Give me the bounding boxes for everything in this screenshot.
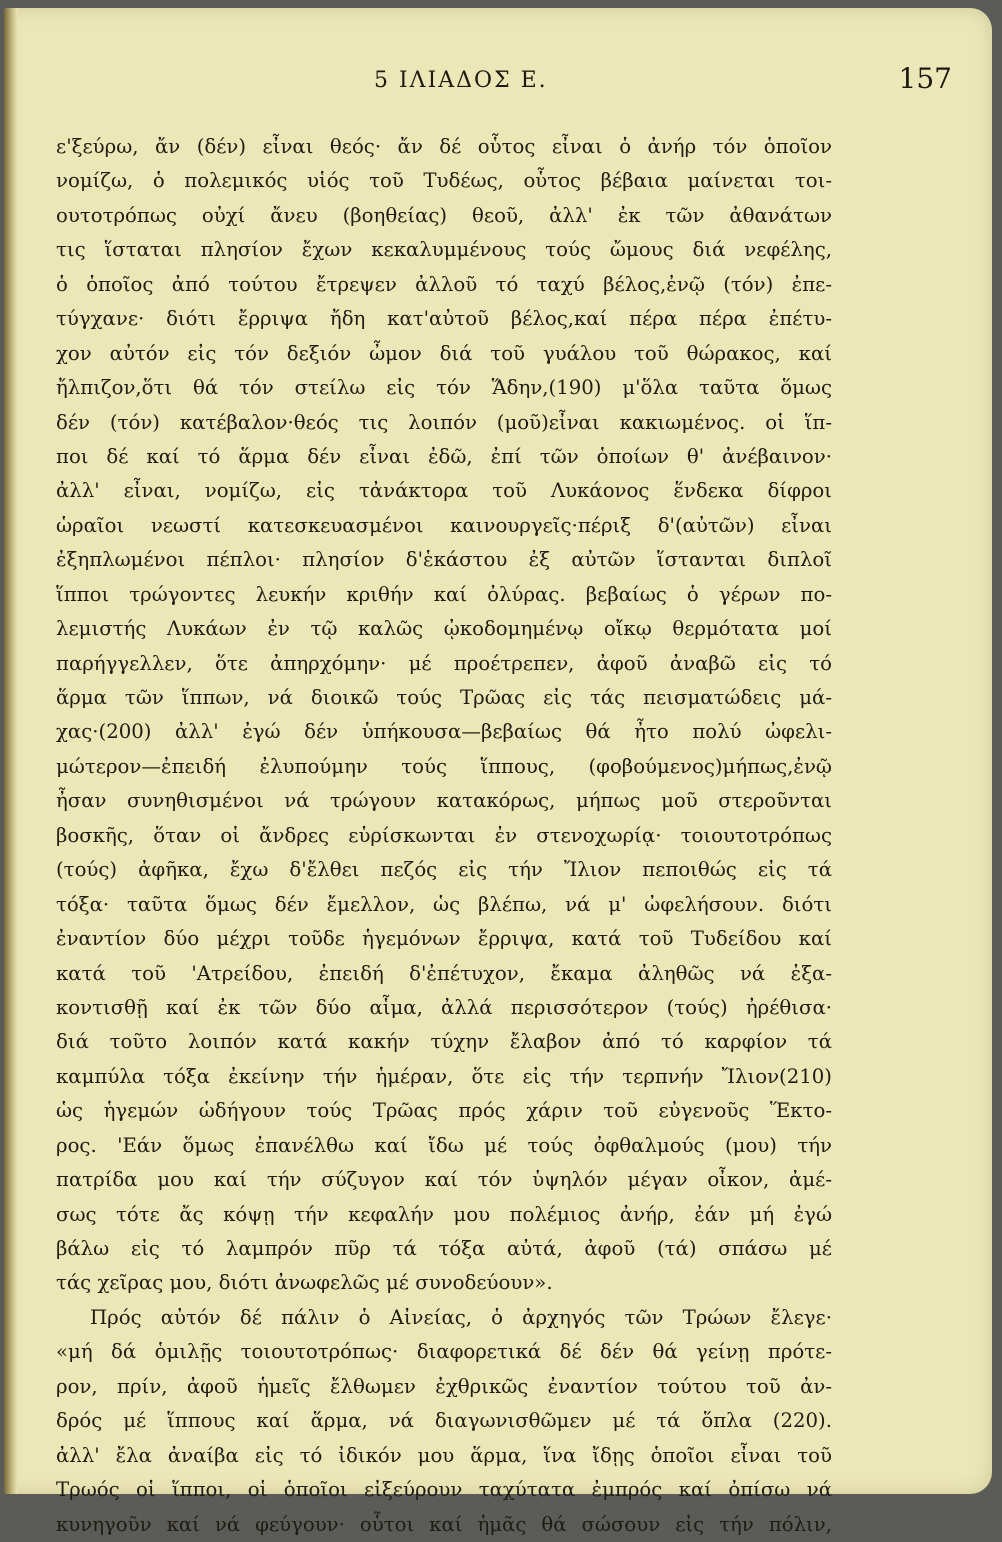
text-line: κοντισθῇ καί ἐκ τῶν δύο αἷμα, ἀλλά περισσότερον (τούς) ἠρέθισα· [56, 995, 832, 1019]
text-line: Πρός αὐτόν δέ πάλιν ὁ Αἰνείας, ὁ ἀρχηγός τῶν Τρώων ἔλεγε· [90, 1305, 832, 1329]
text-line: χον αὐτόν εἰς τόν δεξιόν ὦμον διά τοῦ γυάλου τοῦ θώρακος, καί [56, 341, 832, 365]
text-line: ὡς ἡγεμών ὡδήγουν τούς Τρῶας πρός χάριν τοῦ εὐγενοῦς Ἕκτο- [56, 1099, 832, 1123]
text-line: διά τοῦτο λοιπόν κατά κακήν τύχην ἔλαβον ἀπό τό καρφίον τά [56, 1030, 832, 1054]
text-line: καμπύλα τόξα ἐκείνην τήν ἡμέραν, ὅτε εἰς τήν τερπνήν Ἴλιον(210) [56, 1064, 832, 1088]
text-line: βάλω εἰς τό λαμπρόν πῦρ τά τόξα αὐτά, ἀφοῦ (τά) σπάσω μέ [56, 1237, 832, 1260]
text-line: βοσκῆς, ὅταν οἱ ἄνδρες εὑρίσκωνται ἐν στενοχωρίᾳ· τοιουτοτρόπως [56, 823, 832, 847]
text-line: δρός μέ ἵππους καί ἅρμα, νά διαγωνισθῶμεν μέ τά ὅπλα (220). [56, 1409, 832, 1433]
body-text [56, 130, 832, 1542]
text-line: πατρίδα μου καί τήν σύζυγον καί τόν ὑψηλόν μέγαν οἶκον, ἀμέ- [56, 1168, 832, 1192]
text-line: ἵπποι τρώγοντες λευκήν κριθήν καί ὀλύρας. βεβαίως ὁ γέρων πο- [56, 582, 832, 606]
text-line: Τρωός οἱ ἵπποι, οἱ ὁποῖοι εἰξεύρουν ταχύτατα ἐμπρός καί ὀπίσω νά [56, 1478, 832, 1502]
page-spine-shadow [4, 8, 18, 1494]
text-line: ὁ ὁποῖος ἀπό τούτου ἔτρεψεν ἀλλοῦ τό ταχύ βέλος,ἐνῷ (τόν) ἐπε- [56, 272, 832, 296]
text-line: τις ἵσταται πλησίον ἔχων κεκαλυμμένους τούς ὤμους διά νεφέλης, [56, 238, 832, 262]
text-line: λεμιστής Λυκάων ἐν τῷ καλῶς ᾠκοδομημένῳ οἴκῳ θερμότατα μοί [56, 617, 832, 641]
text-line: σως τότε ἄς κόψῃ τήν κεφαλήν μου πολέμιος ἀνήρ, ἐάν μή ἐγώ [56, 1202, 832, 1226]
text-line: κυνηγοῦν καί νά φεύγουν· οὗτοι καί ἡμᾶς θά σώσουν εἰς τήν πόλιν, [56, 1512, 832, 1536]
text-line: (τούς) ἀφῆκα, ἔχω δ'ἔλθει πεζός εἰς τήν Ἴλιον πεποιθώς εἰς τά [56, 858, 832, 882]
text-line: τάς χεῖρας μου, διότι ἀνωφελῶς μέ συνοδεύουν». [56, 1271, 553, 1295]
text-line: ὡραῖοι νεωστί κατεσκευασμένοι καινουργεῖς·πέριξ δ'(αὐτῶν) εἶναι [56, 513, 832, 537]
text-line: ἤλπιζον,ὅτι θά τόν στείλω εἰς τόν Ἅδην,(190) μ'ὅλα ταῦτα ὅμως [56, 376, 832, 400]
text-line: ποι δέ καί τό ἅρμα δέν εἶναι ἐδῶ, ἐπί τῶν ὁποίων θ' ἀνέβαινον· [56, 444, 832, 468]
text-line: τόξα· ταῦτα ὅμως δέν ἔμελλον, ὡς βλέπω, νά μ' ὠφελήσουν. διότι [56, 892, 832, 916]
text-line: «μή δά ὁμιλῇς τοιουτοτρόπως· διαφορετικά δέ δέν θά γείνῃ πρότε- [56, 1340, 832, 1364]
text-line: ρος. 'Εάν ὅμως ἐπανέλθω καί ἴδω μέ τούς ὀφθαλμούς (μου) τήν [56, 1133, 832, 1157]
text-line: ἦσαν συνηθισμένοι νά τρώγουν κατακόρως, μήπως μοῦ στεροῦνται [56, 789, 832, 813]
book-page [4, 8, 992, 1536]
text-line: ἀλλ' εἶναι, νομίζω, εἰς τἀνάκτορα τοῦ Λυκάονος ἕνδεκα δίφροι [56, 479, 832, 503]
text-line: ἅρμα τῶν ἵππων, νά διοικῶ τούς Τρῶας εἰς τάς πεισματώδεις μά- [56, 686, 832, 709]
text-line: ἐναντίον δύο μέχρι τοῦδε ἡγεμόνων ἔρριψα, κατά τοῦ Τυδείδου καί [56, 927, 832, 951]
page-number: 157 [898, 62, 952, 95]
text-line: κατά τοῦ 'Ατρείδου, ἐπειδή δ'ἐπέτυχον, ἔκαμα ἀληθῶς νά ἐξα- [56, 961, 832, 985]
text-line: δέν (τόν) κατέβαλον·θεός τις λοιπόν (μοῦ)εἶναι κακιωμένος. οἱ ἵπ- [56, 410, 832, 434]
text-line: μώτερον—ἐπειδή ἐλυπούμην τούς ἵππους, (φοβούμενος)μήπως,ἐνῷ [56, 754, 832, 778]
text-line: ἐξηπλωμένοι πέπλοι· πλησίον δ'ἑκάστου ἐξ αὐτῶν ἵστανται διπλοῖ [56, 548, 832, 572]
text-line: χας·(200) ἀλλ' ἐγώ δέν ὑπήκουσα—βεβαίως θά ἦτο πολύ ὠφελι- [56, 720, 832, 744]
text-line: παρήγγελλεν, ὅτε ἀπηρχόμην· μέ προέτρεπεν, ἀφοῦ ἀναβῶ εἰς τό [56, 651, 832, 675]
running-title: 5 ΙΛΙΑΔΟΣ Ε. [374, 68, 548, 93]
text-line: ρον, πρίν, ἀφοῦ ἡμεῖς ἔλθωμεν ἐχθρικῶς ἐναντίον τούτου τοῦ ἀν- [56, 1374, 832, 1398]
text-line: ἀλλ' ἔλα ἀναίβα εἰς τό ἰδικόν μου ἅρμα, ἵνα ἴδῃς ὁποῖοι εἶναι τοῦ [56, 1443, 832, 1467]
text-line: ε'ξεύρω, ἄν (δέν) εἶναι θεός· ἄν δέ οὗτος εἶναι ὁ ἀνήρ τόν ὁποῖον [56, 135, 832, 158]
page-header [44, 60, 952, 100]
text-line: νομίζω, ὁ πολεμικός υἱός τοῦ Τυδέως, οὗτος βέβαια μαίνεται τοι- [56, 169, 832, 193]
text-line: ουτοτρόπως οὐχί ἄνευ (βοηθείας) θεοῦ, ἀλλ' ἐκ τῶν ἀθανάτων [56, 203, 832, 227]
text-line: τύγχανε· διότι ἔρριψα ἤδη κατ'αὐτοῦ βέλος,καί πέρα πέρα ἐπέτυ- [56, 307, 832, 331]
